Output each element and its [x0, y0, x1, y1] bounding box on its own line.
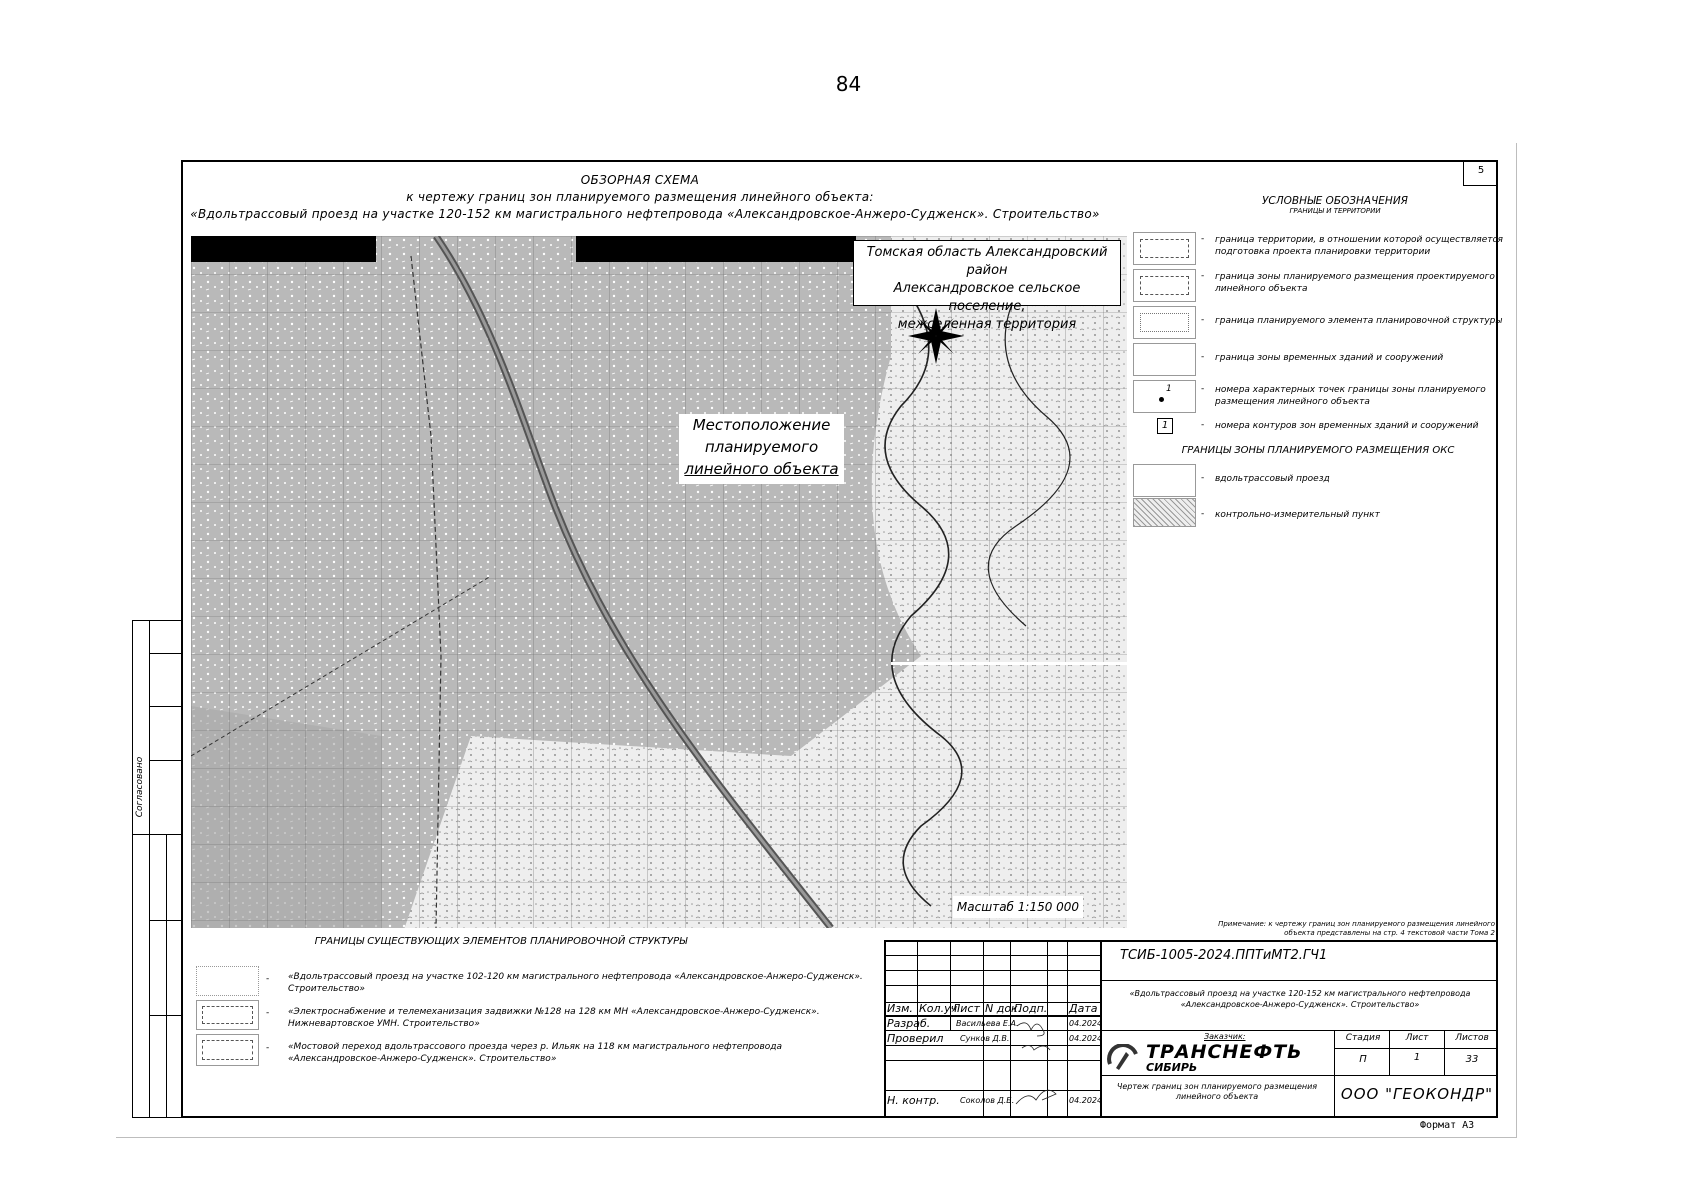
existing-item-3-line2: «Александровское-Анжеро-Судженск». Строительство»: [288, 1054, 557, 1064]
oks-item-1: вдольтрассовый проезд: [1215, 474, 1330, 484]
hdr-data: Дата: [1069, 1002, 1098, 1015]
existing-item-2: [288, 1006, 878, 1030]
existing-symbol-2: [196, 1000, 259, 1030]
legend-dash: -: [266, 1008, 270, 1018]
existing-item-1-line1: «Вдольтрассовый проезд на участке 102-120 км магистрального нефтепровода «Александровское-Анжеро-Судженск».: [288, 972, 863, 982]
transneft-logo-icon: [1106, 1044, 1142, 1072]
doc-code: ТСИБ-1005-2024.ППТиМТ2.ГЧ1: [1120, 948, 1328, 963]
existing-item-3: [288, 1041, 878, 1065]
project-line2: «Александровское-Анжеро-Судженск». Строительство»: [1180, 1000, 1420, 1009]
hdr-podp: Подп.: [1014, 1002, 1048, 1015]
existing-item-3-line1: «Мостовой переход вдольтрассового проезда через р. Ильяк на 118 км магистрального нефтепровода: [288, 1042, 782, 1052]
legend-dash: -: [1201, 271, 1205, 281]
stage-value: П: [1359, 1054, 1367, 1065]
format-label: Формат А3: [1420, 1120, 1475, 1131]
row-name-3: Соколов Д.Б.: [960, 1096, 1015, 1105]
row-role-3: Н. контр.: [887, 1094, 940, 1107]
legend-item-4: граница зоны временных зданий и сооружений: [1215, 353, 1444, 363]
legend-subtitle: ГРАНИЦЫ И ТЕРРИТОРИИ: [1289, 207, 1381, 215]
row-date-3: 04.2024: [1069, 1096, 1103, 1105]
legend-item-5: номера характерных точек границы зоны планируемого размещения линейного объекта: [1215, 385, 1486, 407]
legend-symbol-element: [1133, 306, 1196, 339]
existing-symbol-3: [196, 1034, 259, 1066]
region-line1: Томская область Александровский район: [866, 245, 1108, 278]
legend-symbol-kip: [1133, 498, 1196, 527]
region-line2: Александровское сельское поселение,: [893, 281, 1081, 314]
project-name: [1102, 988, 1498, 1010]
legend-point-number: 1: [1166, 384, 1172, 394]
title-line2: к чертежу границ зон планируемого размещения линейного объекта:: [406, 190, 874, 204]
region-callout: [853, 240, 1121, 332]
row-role-1: Разраб.: [887, 1017, 931, 1030]
company-name: ООО "ГЕОКОНДР": [1340, 1085, 1494, 1103]
legend-item-3: граница планируемого элемента планировочной структуры: [1215, 316, 1503, 326]
drawing-title-line1: Чертеж границ зон планируемого размещения: [1116, 1082, 1318, 1091]
sheets-value: 33: [1465, 1054, 1479, 1065]
location-line2: планируемого: [704, 438, 819, 456]
legend-item-6: номера контуров зон временных зданий и сооружений: [1215, 421, 1479, 431]
legend-item-2: граница зоны планируемого размещения проектируемого линейного объекта: [1215, 272, 1495, 294]
legend-title: УСЛОВНЫЕ ОБОЗНАЧЕНИЯ: [1262, 195, 1408, 207]
note-line2: объекта представлены на стр. 4 текстовой части Тома 2: [1284, 929, 1495, 937]
legend-dash: -: [1201, 234, 1205, 244]
logo-name: ТРАНСНЕФТЬ: [1146, 1041, 1303, 1063]
oks-title: ГРАНИЦЫ ЗОНЫ ПЛАНИРУЕМОГО РАЗМЕЩЕНИЯ ОКС: [1181, 445, 1455, 456]
legend-dash: -: [1201, 384, 1205, 394]
project-line1: «Вдольтрассовый проезд на участке 120-152 км магистрального нефтепровода: [1129, 989, 1471, 998]
legend-dash: -: [1201, 509, 1205, 519]
hdr-list: Лист: [952, 1002, 980, 1015]
row-role-2: Проверил: [887, 1032, 944, 1045]
row-date-2: 04.2024: [1069, 1034, 1103, 1043]
sheet-number: 5: [1463, 160, 1498, 186]
legend-symbol-territory: [1133, 232, 1196, 265]
logo-sub: СИБИРЬ: [1146, 1061, 1198, 1074]
legend-symbol-zone: [1133, 269, 1196, 302]
existing-list: [196, 966, 876, 1076]
customer-label: Заказчик:: [1204, 1032, 1246, 1041]
legend-dash: -: [266, 1043, 270, 1053]
legend-symbol-road: [1133, 464, 1196, 497]
signatures: [1012, 1016, 1067, 1111]
hdr-izm: Изм.: [887, 1002, 913, 1015]
legend-symbol-temporary: [1133, 343, 1196, 376]
legend-dash: -: [266, 974, 270, 984]
location-line1: Местоположение: [692, 416, 831, 434]
legend-dash: -: [1201, 420, 1205, 430]
hdr-ndok: N док.: [985, 1002, 1022, 1015]
map-canvas: [191, 236, 1127, 928]
title-line3: «Вдольтрассовый проезд на участке 120-152 км магистрального нефтепровода «Александровское-Анжеро-Судженск». Строительство»: [190, 207, 1100, 221]
note-line1: Примечание: к чертежу границ зон планируемого размещения линейного: [1218, 920, 1495, 928]
row-date-1: 04.2024: [1069, 1019, 1103, 1028]
drawing-title-line2: линейного объекта: [1175, 1092, 1259, 1101]
note: [1140, 920, 1495, 938]
existing-symbol-1: [196, 966, 259, 996]
hdr-koluch: Кол.уч: [919, 1002, 958, 1015]
legend-dash: -: [1201, 352, 1205, 362]
map-scale: Масштаб 1:150 000: [953, 896, 1083, 918]
legend-dash: -: [1201, 315, 1205, 325]
legend-dash: -: [1201, 473, 1205, 483]
oks-item-2: контрольно-измерительный пункт: [1215, 510, 1380, 520]
legend-block: [1133, 232, 1503, 532]
legend-symbol-points: [1133, 380, 1196, 413]
region-line3: межселенная территория: [897, 317, 1077, 332]
title-line1: ОБЗОРНАЯ СХЕМА: [580, 173, 700, 187]
existing-item-1: [288, 971, 878, 995]
topographic-map: [191, 236, 1127, 928]
sidebar-label: Согласовано: [135, 756, 145, 818]
sheet-value: 1: [1413, 1052, 1421, 1063]
stage-label: Стадия: [1345, 1033, 1381, 1043]
legend-item-1: граница территории, в отношении которой осуществляется подготовка проекта планировки территории: [1215, 235, 1503, 257]
location-line3: линейного объекта: [684, 460, 839, 478]
title-block: [884, 940, 1498, 1118]
existing-item-2-line2: Нижневартовское УМН. Строительство»: [288, 1019, 480, 1029]
existing-title: ГРАНИЦЫ СУЩЕСТВУЮЩИХ ЭЛЕМЕНТОВ ПЛАНИРОВОЧНОЙ СТРУКТУРЫ: [314, 936, 688, 947]
approval-sidebar: [132, 620, 183, 1118]
sheets-label: Листов: [1455, 1033, 1489, 1043]
existing-item-1-line2: Строительство»: [288, 984, 365, 994]
existing-item-2-line1: «Электроснабжение и телемеханизация задвижки №128 на 128 км МН «Александровское-Анжеро-Судженск».: [288, 1007, 820, 1017]
legend-contour-number: 1: [1157, 418, 1173, 434]
sheet-label: Лист: [1405, 1033, 1429, 1043]
row-name-2: Сунков Д.В.: [960, 1034, 1010, 1043]
location-callout: [679, 414, 844, 484]
row-name-1: Васильева Е.А.: [956, 1019, 1019, 1028]
drawing-title: [1102, 1082, 1332, 1102]
page-number: 84: [835, 72, 862, 96]
